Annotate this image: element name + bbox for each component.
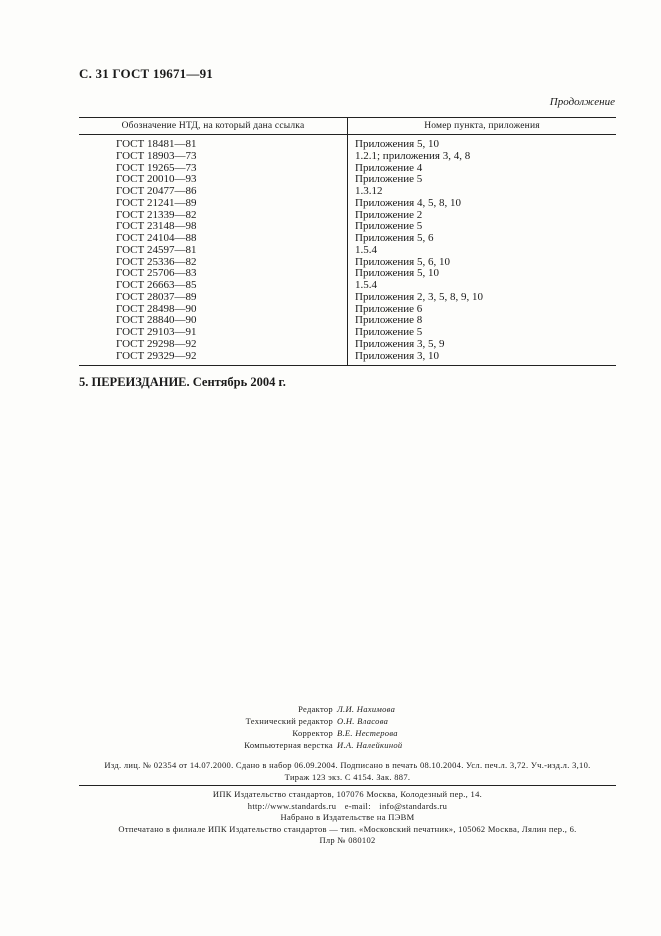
column-header-reference: Номер пункта, приложения <box>424 121 540 131</box>
credit-editor <box>0 703 661 715</box>
table-row <box>0 210 661 222</box>
credit-name: В.Е. Нестерова <box>337 728 398 738</box>
clause-reference: Приложения 5, 10 <box>355 267 439 280</box>
credit-technical-editor <box>0 715 661 727</box>
credit-proofreader <box>0 727 661 739</box>
publisher-address: ИПК Издательство стандартов, 107076 Москва, Колодезный пер., 14. <box>212 789 483 799</box>
clause-reference: Приложение 4 <box>355 161 423 174</box>
clause-reference: Приложения 5, 6, 10 <box>355 255 450 268</box>
clause-reference: 1.3.12 <box>355 185 383 197</box>
reissue-note: 5. ПЕРЕИЗДАНИЕ. Сентябрь 2004 г. <box>79 375 286 389</box>
license-number: Плр № 080102 <box>319 835 376 845</box>
clause-reference: 1.5.4 <box>355 279 377 291</box>
table-row <box>0 245 661 257</box>
standard-designation: ГОСТ 21241—89 <box>116 196 197 209</box>
standard-designation: ГОСТ 26663—85 <box>116 279 197 291</box>
standard-designation: ГОСТ 25336—82 <box>116 255 197 268</box>
credit-layout <box>0 739 661 751</box>
print-run-line: Тираж 123 экз. С 4154. Зак. 887. <box>284 772 411 782</box>
standard-designation: ГОСТ 18481—81 <box>116 138 197 150</box>
table-bottom-rule <box>79 365 616 366</box>
clause-reference: Приложение 5 <box>355 326 423 338</box>
table-row <box>0 268 661 280</box>
credits-block <box>0 703 661 751</box>
credit-role: Технический редактор <box>245 716 333 726</box>
publisher-footer <box>79 789 616 847</box>
clause-reference: Приложение 8 <box>355 314 423 327</box>
clause-reference: Приложения 4, 5, 8, 10 <box>355 196 461 209</box>
table-row <box>0 151 661 163</box>
table-row <box>0 139 661 151</box>
imprint-rule <box>79 785 616 786</box>
clause-reference: 1.2.1; приложения 3, 4, 8 <box>355 149 471 162</box>
page-title: С. 31 ГОСТ 19671—91 <box>79 66 213 81</box>
table-row <box>0 339 661 351</box>
reference-table-body <box>0 139 661 362</box>
standard-designation: ГОСТ 20477—86 <box>116 185 197 197</box>
clause-reference: 1.5.4 <box>355 243 377 256</box>
clause-reference: Приложение 5 <box>355 173 423 186</box>
standard-designation: ГОСТ 29329—92 <box>116 349 197 362</box>
clause-reference: Приложения 3, 5, 9 <box>355 337 445 350</box>
table-row <box>0 174 661 186</box>
credit-name: О.Н. Власова <box>337 716 389 726</box>
table-row <box>0 351 661 363</box>
standard-designation: ГОСТ 25706—83 <box>116 267 197 280</box>
standard-designation: ГОСТ 29298—92 <box>116 337 197 350</box>
standard-designation: ГОСТ 24597—81 <box>116 243 197 256</box>
column-header-standard: Обозначение НТД, на который дана ссылка <box>121 121 305 131</box>
table-row <box>0 257 661 269</box>
standard-designation: ГОСТ 24104—88 <box>116 232 197 244</box>
credit-name: И.А. Налейкиной <box>337 740 403 750</box>
credit-role: Редактор <box>298 704 333 714</box>
table-row <box>0 186 661 198</box>
table-row <box>0 221 661 233</box>
publication-info-line: Изд. лиц. № 02354 от 14.07.2000. Сдано в набор 06.09.2004. Подписано в печать 08.10.2004. Усл. печ.л. 3,72. Уч.-изд.л. 3,10. <box>104 760 591 770</box>
continuation-label: Продолжение <box>549 96 615 108</box>
table-row <box>0 163 661 175</box>
standard-designation: ГОСТ 18903—73 <box>116 149 197 162</box>
standard-designation: ГОСТ 21339—82 <box>116 208 197 221</box>
standard-designation: ГОСТ 20010—93 <box>116 173 197 186</box>
table-row <box>0 304 661 316</box>
clause-reference: Приложение 2 <box>355 208 423 221</box>
publication-info <box>79 759 616 783</box>
typesetting-note: Набрано в Издательстве на ПЭВМ <box>280 812 415 822</box>
clause-reference: Приложения 2, 3, 5, 8, 9, 10 <box>355 290 483 303</box>
clause-reference: Приложение 6 <box>355 302 423 315</box>
clause-reference: Приложение 5 <box>355 220 423 233</box>
publisher-contacts: http://www.standards.ru e-mail: info@standards.ru <box>247 800 448 811</box>
standard-designation: ГОСТ 28498—90 <box>116 302 197 315</box>
standard-designation: ГОСТ 28037—89 <box>116 290 197 303</box>
credit-name: Л.И. Нахимова <box>337 704 396 714</box>
standard-designation: ГОСТ 19265—73 <box>116 161 197 174</box>
standard-designation: ГОСТ 29103—91 <box>116 326 197 338</box>
table-row <box>0 292 661 304</box>
clause-reference: Приложения 3, 10 <box>355 349 439 362</box>
table-row <box>0 233 661 245</box>
credit-role: Компьютерная верстка <box>244 740 333 750</box>
credit-role: Корректор <box>292 728 333 738</box>
table-row <box>0 280 661 292</box>
table-row <box>0 327 661 339</box>
printing-house-note: Отпечатано в филиале ИПК Издательство стандартов — тип. «Московский печатник», 105062 Москва, Лялин пер., 6. <box>118 823 577 834</box>
clause-reference: Приложения 5, 6 <box>355 232 434 244</box>
standard-designation: ГОСТ 28840—90 <box>116 314 197 327</box>
clause-reference: Приложения 5, 10 <box>355 138 439 150</box>
table-row <box>0 198 661 210</box>
table-row <box>0 315 661 327</box>
standard-designation: ГОСТ 23148—98 <box>116 220 197 233</box>
